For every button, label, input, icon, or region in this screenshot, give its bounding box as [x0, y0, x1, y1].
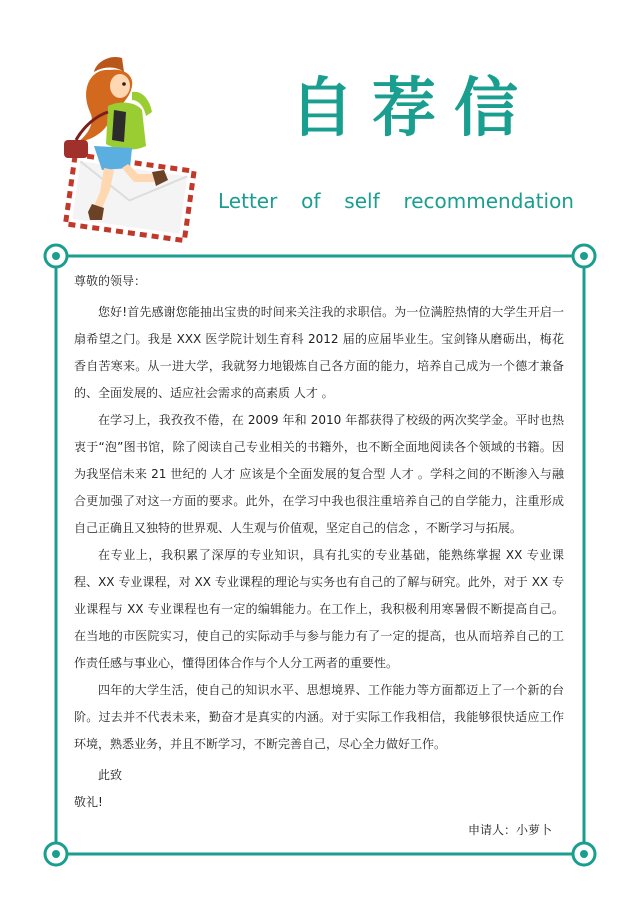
- letter-signature: 申请人：小萝卜: [467, 823, 552, 837]
- letter-closing-line2: 敬礼!: [74, 795, 103, 809]
- subtitle-word: of: [301, 189, 321, 213]
- letter-paragraph: 在学习上，我孜孜不倦，在 2009 年和 2010 年都获得了校级的两次奖学金。平时也热衷于“泡”图书馆，除了阅读自己专业相关的书籍外，也不断全面地阅读各个领域的书籍。因为我坚信未来 21 世纪的 人才 应该是个全面发展的复合型 人才 。学科之间的不断渗入与融合更加强了对这一方面的要求。此外，在学习中我也很注重培养自己的自学能力，注重形成自己正确且又独特的世界观、人生观与价值观，坚定自己的信念 ，不断学习与拓展。: [74, 413, 564, 535]
- letter-paragraph: 在专业上，我积累了深厚的专业知识，具有扎实的专业基础，能熟练掌握 XX 专业课程、XX 专业课程，对 XX 专业课程的理论与实务也有自己的了解与研究。此外，对于 XX 专业课程与 XX 专业课程也有一定的编辑能力。在工作上，我积极利用寒暑假不断提高自己。在当地的市医院实习，使自己的实际动手与参与能力有了一定的提高，也从而培养自己的工作责任感与事业心，懂得团体合作与个人分工两者的重要性。: [74, 548, 564, 670]
- subtitle-english: [218, 186, 574, 216]
- subtitle-word: recommendation: [403, 189, 574, 213]
- subtitle-word: Letter: [218, 189, 278, 213]
- page-title: 自荐信: [290, 71, 536, 146]
- letter-paragraph: 四年的大学生活，使自己的知识水平、思想境界、工作能力等方面都迈上了一个新的台阶。过去并不代表未来，勤奋才是真实的内涵。对于实际工作我相信，我能够很快适应工作环境，熟悉业务，并且不断学习，不断完善自己，尽心全力做好工作。: [74, 683, 564, 751]
- letter-closing-line1: 此致: [98, 768, 123, 782]
- letter-body: [74, 268, 564, 816]
- letter-paragraph: 您好!首先感谢您能抽出宝贵的时间来关注我的求职信。为一位满腔热情的大学生开启一扇希望之门。我是 XXX 医学院计划生育科 2012 届的应届毕业生。宝剑锋从磨砺出，梅花香自苦寒来。从一进大学，我就努力地锻炼自己各方面的能力，培养自己成为一个德才兼备的、全面发展的、适应社会需求的高素质 人才 。: [74, 305, 564, 400]
- subtitle-word: self: [344, 189, 380, 213]
- letter-salutation: 尊敬的领导：: [74, 274, 147, 288]
- girl-on-envelope-illustration: [50, 50, 205, 250]
